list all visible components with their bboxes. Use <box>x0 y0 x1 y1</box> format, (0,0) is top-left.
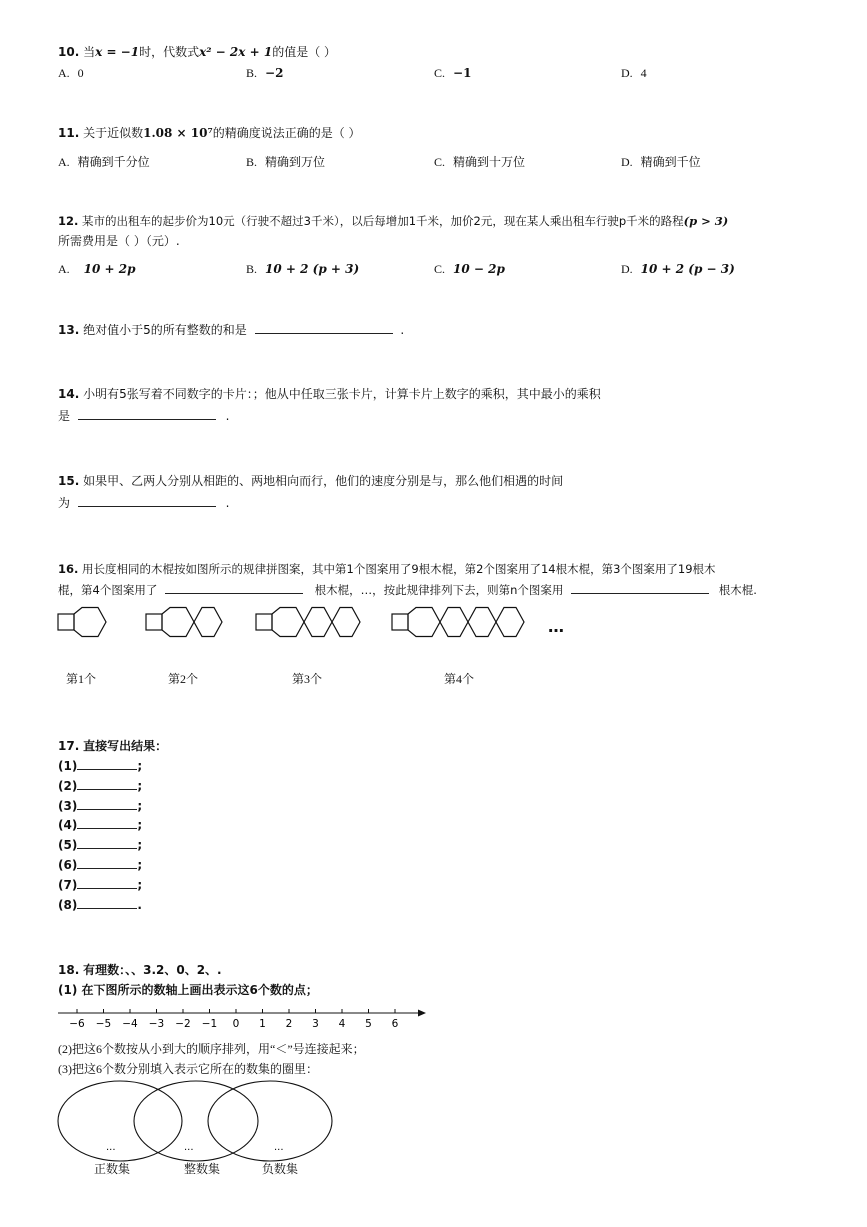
question-text: 直接写出结果： <box>83 739 168 753</box>
option-text: 10 + 2 (p + 3) <box>265 262 360 276</box>
question-15 <box>58 473 563 489</box>
punctuation: ; <box>137 818 143 833</box>
option-c[interactable] <box>434 154 525 170</box>
question-11 <box>58 125 361 141</box>
option-label: D. <box>621 155 633 169</box>
option-text: 精确到十万位 <box>453 155 526 169</box>
question-text: 根木棍，…，按此规律排列下去，则第n个图案用 <box>314 583 564 597</box>
question-text: 为 <box>58 496 71 510</box>
option-label: B. <box>246 262 258 276</box>
answer-row <box>58 896 142 916</box>
option-label: A. <box>58 155 70 169</box>
answer-row <box>58 856 142 876</box>
item-label: (5) <box>58 838 78 853</box>
pattern-caption-4: 第4个 <box>444 672 475 686</box>
option-c[interactable] <box>434 261 505 277</box>
question-number: 12. <box>58 214 79 228</box>
set-dots: ... <box>274 1142 284 1153</box>
q18-part1: (1) 在下图所示的数轴上画出表示这6个数的点； <box>58 983 318 997</box>
question-number: 16. <box>58 562 79 576</box>
question-10 <box>58 44 336 60</box>
pattern-1 <box>58 608 106 637</box>
option-label: B. <box>246 66 258 80</box>
answer-row <box>58 777 142 797</box>
option-label: A. <box>58 262 70 276</box>
question-16 <box>58 561 716 577</box>
punctuation: ; <box>137 838 143 853</box>
option-label: B. <box>246 155 258 169</box>
option-c[interactable] <box>434 65 471 81</box>
option-label: C. <box>434 155 446 169</box>
q18-part2: (2)把这6个数按从小到大的顺序排列，用“＜”号连接起来； <box>58 1042 365 1056</box>
item-label: (1) <box>58 759 78 773</box>
number-line-tick-label: 6 <box>391 1018 399 1030</box>
punctuation: ; <box>137 798 143 813</box>
option-a[interactable] <box>58 65 84 81</box>
positive-set-label: 正数集 <box>94 1162 131 1176</box>
option-label: D. <box>621 66 633 80</box>
number-line-tick-label: −2 <box>175 1018 191 1030</box>
number-line-tick-label: 0 <box>232 1018 240 1030</box>
item-label: (8) <box>58 897 78 912</box>
question-number: 11. <box>58 126 80 140</box>
question-text: 某市的出租车的起步价为10元（行驶不超过3千米），以后每增加1千米，加价2元，现在某人乘出租车行驶p千米的路程 <box>82 214 684 228</box>
number-line-tick-label: 1 <box>259 1018 266 1030</box>
question-text: 有理数：、、3.2、0、2、. <box>83 963 222 977</box>
option-text: 精确到千位 <box>640 155 701 169</box>
pattern-caption-3: 第3个 <box>292 672 323 686</box>
number-sets-diagram <box>50 1078 350 1168</box>
integer-set-ellipse[interactable] <box>134 1081 258 1161</box>
item-label: (7) <box>58 877 78 892</box>
math-expression: 1.08 × 10⁷ <box>143 126 213 140</box>
number-line-tick-label: −4 <box>122 1018 138 1030</box>
option-text: 10 + 2 (p − 3) <box>640 262 735 276</box>
answer-blank[interactable] <box>78 407 216 420</box>
number-line-tick-label: −6 <box>69 1018 85 1030</box>
option-d[interactable] <box>621 261 735 277</box>
pattern-3 <box>256 608 360 637</box>
punctuation: . <box>225 409 230 423</box>
option-a[interactable] <box>58 154 150 170</box>
positive-set-ellipse[interactable] <box>58 1081 182 1161</box>
number-line-tick-label: 2 <box>285 1018 293 1030</box>
option-text: 4 <box>640 66 647 80</box>
question-13 <box>58 321 404 338</box>
answer-blank[interactable] <box>77 836 137 849</box>
option-d[interactable] <box>621 65 647 81</box>
answer-blank[interactable] <box>77 777 137 790</box>
answer-blank-4th[interactable] <box>165 581 303 594</box>
answer-blank[interactable] <box>77 757 137 770</box>
question-12-line2: 所需费用是（ ）（元）. <box>58 234 180 248</box>
option-label: D. <box>621 262 633 276</box>
option-a[interactable] <box>58 261 136 277</box>
option-text: −2 <box>265 66 284 80</box>
answer-blank[interactable] <box>78 494 216 507</box>
punctuation: ; <box>137 877 143 892</box>
question-text: 关于近似数 <box>83 126 144 140</box>
punctuation: ; <box>137 778 143 793</box>
math-expression: x = −1 <box>95 45 140 59</box>
pattern-caption-1: 第1个 <box>66 672 97 686</box>
answer-blank[interactable] <box>255 321 393 334</box>
punctuation: . <box>400 323 405 337</box>
answer-row <box>58 876 142 896</box>
option-text: −1 <box>453 66 472 80</box>
option-label: C. <box>434 262 446 276</box>
set-dots: ... <box>106 1142 116 1153</box>
question-15-line2 <box>58 494 230 511</box>
option-text: 10 − 2p <box>453 262 505 276</box>
pattern-caption-2: 第2个 <box>168 672 199 686</box>
answer-row <box>58 816 142 836</box>
negative-set-ellipse[interactable] <box>208 1081 332 1161</box>
question-text: 根木棍. <box>718 583 757 597</box>
option-label: C. <box>434 66 446 80</box>
set-dots: ... <box>184 1142 194 1153</box>
question-number: 18. <box>58 963 80 977</box>
number-line-tick-label: −3 <box>148 1018 165 1030</box>
option-label: A. <box>58 66 70 80</box>
question-text: 绝对值小于5的所有整数的和是 <box>83 323 247 337</box>
question-number: 15. <box>58 474 80 488</box>
question-12 <box>58 213 728 229</box>
number-line-tick-label: 5 <box>365 1018 372 1030</box>
option-b[interactable] <box>246 65 283 81</box>
question-text: 小明有5张写着不同数字的卡片：；他从中任取三张卡片，计算卡片上数字的乘积，其中最小的乘积 <box>83 387 601 401</box>
answer-row <box>58 836 142 856</box>
number-line-tick-label: 4 <box>338 1018 346 1030</box>
answer-blank[interactable] <box>77 896 137 909</box>
number-line-tick-label: −1 <box>201 1018 218 1030</box>
option-text: 10 + 2p <box>83 262 136 276</box>
punctuation: ; <box>137 857 143 872</box>
question-18 <box>58 962 222 978</box>
question-16-line2 <box>58 581 757 598</box>
question-number: 17. <box>58 739 80 753</box>
number-line-tick-label: 3 <box>312 1018 319 1030</box>
math-expression: x² − 2x + 1 <box>199 45 273 59</box>
answer-blank[interactable] <box>77 856 137 869</box>
question-text: 的值是（ ） <box>272 45 337 59</box>
question-text: 当 <box>83 45 96 59</box>
question-number: 14. <box>58 387 80 401</box>
math-expression: (p > 3) <box>683 214 729 228</box>
punctuation: ; <box>137 759 143 773</box>
answer-blank-nth[interactable] <box>571 581 709 594</box>
punctuation: . <box>225 496 230 510</box>
item-label: (2) <box>58 778 78 793</box>
answer-blank[interactable] <box>77 876 137 889</box>
answer-row <box>58 757 142 777</box>
option-text: 精确到万位 <box>265 155 326 169</box>
pattern-ellipsis: … <box>548 617 564 636</box>
question-text: 用长度相同的木棍按如图所示的规律拼图案，其中第1个图案用了9根木棍，第2个图案用了14根木棍，第3个图案用了19根木 <box>82 562 716 576</box>
option-text: 0 <box>77 66 84 80</box>
question-text: 是 <box>58 409 71 423</box>
question-17 <box>58 738 167 754</box>
item-label: (4) <box>58 818 78 833</box>
pattern-2 <box>146 608 222 637</box>
question-text: 时，代数式 <box>139 45 200 59</box>
option-b[interactable] <box>246 154 325 170</box>
number-line-tick-label: −5 <box>95 1018 112 1030</box>
q18-part3: (3)把这6个数分别填入表示它所在的数集的圈里： <box>58 1062 318 1076</box>
question-number: 13. <box>58 323 80 337</box>
question-number: 10. <box>58 45 80 59</box>
number-line[interactable] <box>50 1004 430 1034</box>
option-d[interactable] <box>621 154 701 170</box>
answer-blank[interactable] <box>77 797 137 810</box>
question-14 <box>58 386 601 402</box>
pattern-4 <box>392 608 524 637</box>
q17-answer-list <box>58 757 142 915</box>
punctuation: . <box>137 897 142 912</box>
question-text: 的精确度说法正确的是（ ） <box>212 126 361 140</box>
number-line-ticks <box>69 1009 398 1030</box>
item-label: (3) <box>58 798 78 813</box>
arrow-right-icon <box>418 1010 426 1017</box>
answer-row <box>58 797 142 817</box>
option-b[interactable] <box>246 261 359 277</box>
question-text: 如果甲、乙两人分别从相距的、两地相向而行，他们的速度分别是与，那么他们相遇的时间 <box>83 474 564 488</box>
item-label: (6) <box>58 857 78 872</box>
answer-blank[interactable] <box>77 816 137 829</box>
question-14-line2 <box>58 407 230 424</box>
option-text: 精确到千分位 <box>77 155 150 169</box>
question-text: 棍，第4个图案用了 <box>58 583 158 597</box>
integer-set-label: 整数集 <box>184 1162 221 1176</box>
negative-set-label: 负数集 <box>262 1162 299 1176</box>
